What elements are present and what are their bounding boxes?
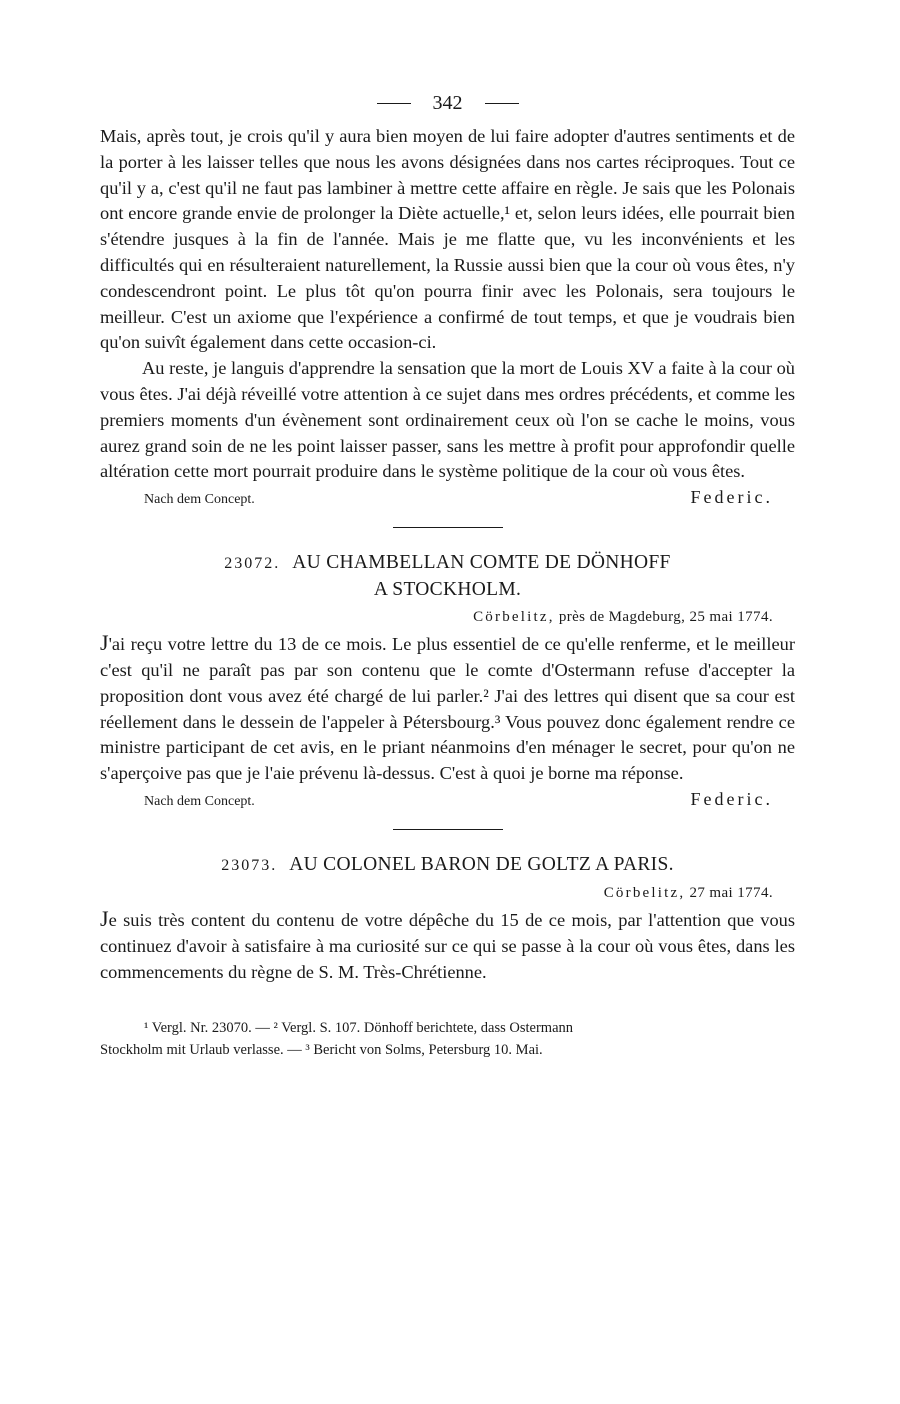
header-dash-right <box>485 103 519 104</box>
paragraph: Mais, après tout, je crois qu'il y aura bien moyen de lui faire adopter d'autres sentiments et de la porter à les laisser telles que nous les avons désignées dans nos cartes réciproques. Tout ce qu'il y a, c'est qu'il ne faut pas lambiner à mettre cette affaire en règle. Je sais que les Polonais ont encore grande envie de prolonger la Diète actuelle,¹ et, selon leurs idées, elle pourrait bien s'étendre jusques à la fin de l'année. Mais je me flatte que, vu les inconvénients et les difficultés qui en résulteraient naturellement, la Russie aussi bien que la cour où vous êtes, n'y condescendront point. Le plus tôt qu'on pourra finir avec les Polonais, sera toujours le meilleur. C'est un axiome que l'expérience a confirmé de tout temps, et que je voudrais bien qu'on suivît également dans cette occasion-ci. <box>100 126 795 353</box>
document-page <box>100 88 795 1061</box>
footnotes <box>100 1017 795 1061</box>
letter-title-line1: AU CHAMBELLAN COMTE DE DÖNHOFF <box>292 552 671 574</box>
page-number: 342 <box>432 91 463 114</box>
letter-heading <box>100 550 795 577</box>
footnote-line: ¹ Vergl. Nr. 23070. — ² Vergl. S. 107. Dönhoff berichtete, dass Ostermann <box>144 1020 574 1037</box>
paragraph: Au reste, je languis d'apprendre la sensation que la mort de Louis XV a faite à la cour où vous êtes. J'ai déjà réveillé votre attention à ce sujet dans mes ordres précédents, et comme les premiers moments d'un évènement sont ordinairement ceux où l'on se cache le moins, vous aurez grand soin de ne les point laisser passer, sans les mettre à profit pour approfondir quelle altération cette mort pourrait produire dans le système politique de la cour où vous êtes. <box>100 358 795 482</box>
letter-body-text: e suis très content du contenu de votre dépêche du 15 de ce mois, par l'attention que vous continuez d'avoir à satisfaire à ma curiosité sur ce qui se passe à la cour où vous êtes, dans les commencements du règne de S. M. Très-Chrétienne. <box>100 909 795 982</box>
date-rest: 27 mai 1774. <box>689 884 773 901</box>
signature: Federic. <box>690 487 773 508</box>
letter-title-line2: A STOCKHOLM. <box>373 579 522 601</box>
letter-dateline <box>100 609 773 626</box>
drop-cap: J <box>100 905 109 931</box>
letter-body-text: 'ai reçu votre lettre du 13 de ce mois. Le plus essentiel de ce qu'elle renferme, et le meilleur c'est qu'il ne paraît pas par son contenu que le comte d'Ostermann refuse d'accepter la proposition dont vous avez été chargé de lui parler.² J'ai des lettres qui disent que sa cour est réellement dans le dessein de l'appeler à Pétersbourg.³ Vous pouvez donc également rendre ce ministre participant de cet avis, en le priant néanmoins d'en ménager le secret, pour qu'on ne s'aperçoive pas que je l'aie prévenu là-dessus. C'est à quoi je borne ma réponse. <box>100 634 795 784</box>
header-dash-left <box>377 103 411 104</box>
source-note: Nach dem Concept. <box>144 492 255 508</box>
date-place: Cörbelitz, <box>603 884 686 901</box>
source-note: Nach dem Concept. <box>144 793 255 809</box>
letter-previous-continuation <box>100 124 795 513</box>
section-divider <box>393 829 503 830</box>
source-signature-line <box>100 487 795 513</box>
letter-body <box>100 630 795 787</box>
section-divider <box>393 527 503 528</box>
page-number-header <box>100 88 795 118</box>
signature: Federic. <box>690 788 773 809</box>
drop-cap: J <box>100 630 109 656</box>
letter-23073 <box>100 852 795 985</box>
letter-dateline <box>100 885 773 902</box>
letter-number: 23073. <box>221 856 278 874</box>
letter-body <box>100 906 795 985</box>
source-signature-line <box>100 789 795 815</box>
letter-23072 <box>100 550 795 815</box>
letter-heading <box>100 852 795 879</box>
letter-title-line1: AU COLONEL BARON DE GOLTZ A PARIS. <box>289 853 674 875</box>
letter-number: 23072. <box>224 555 281 573</box>
date-rest: près de Magdeburg, 25 mai 1774. <box>558 609 773 626</box>
footnote-line: Stockholm mit Urlaub verlasse. — ³ Bericht von Solms, Petersburg 10. Mai. <box>100 1042 543 1059</box>
date-place: Cörbelitz, <box>473 609 555 626</box>
